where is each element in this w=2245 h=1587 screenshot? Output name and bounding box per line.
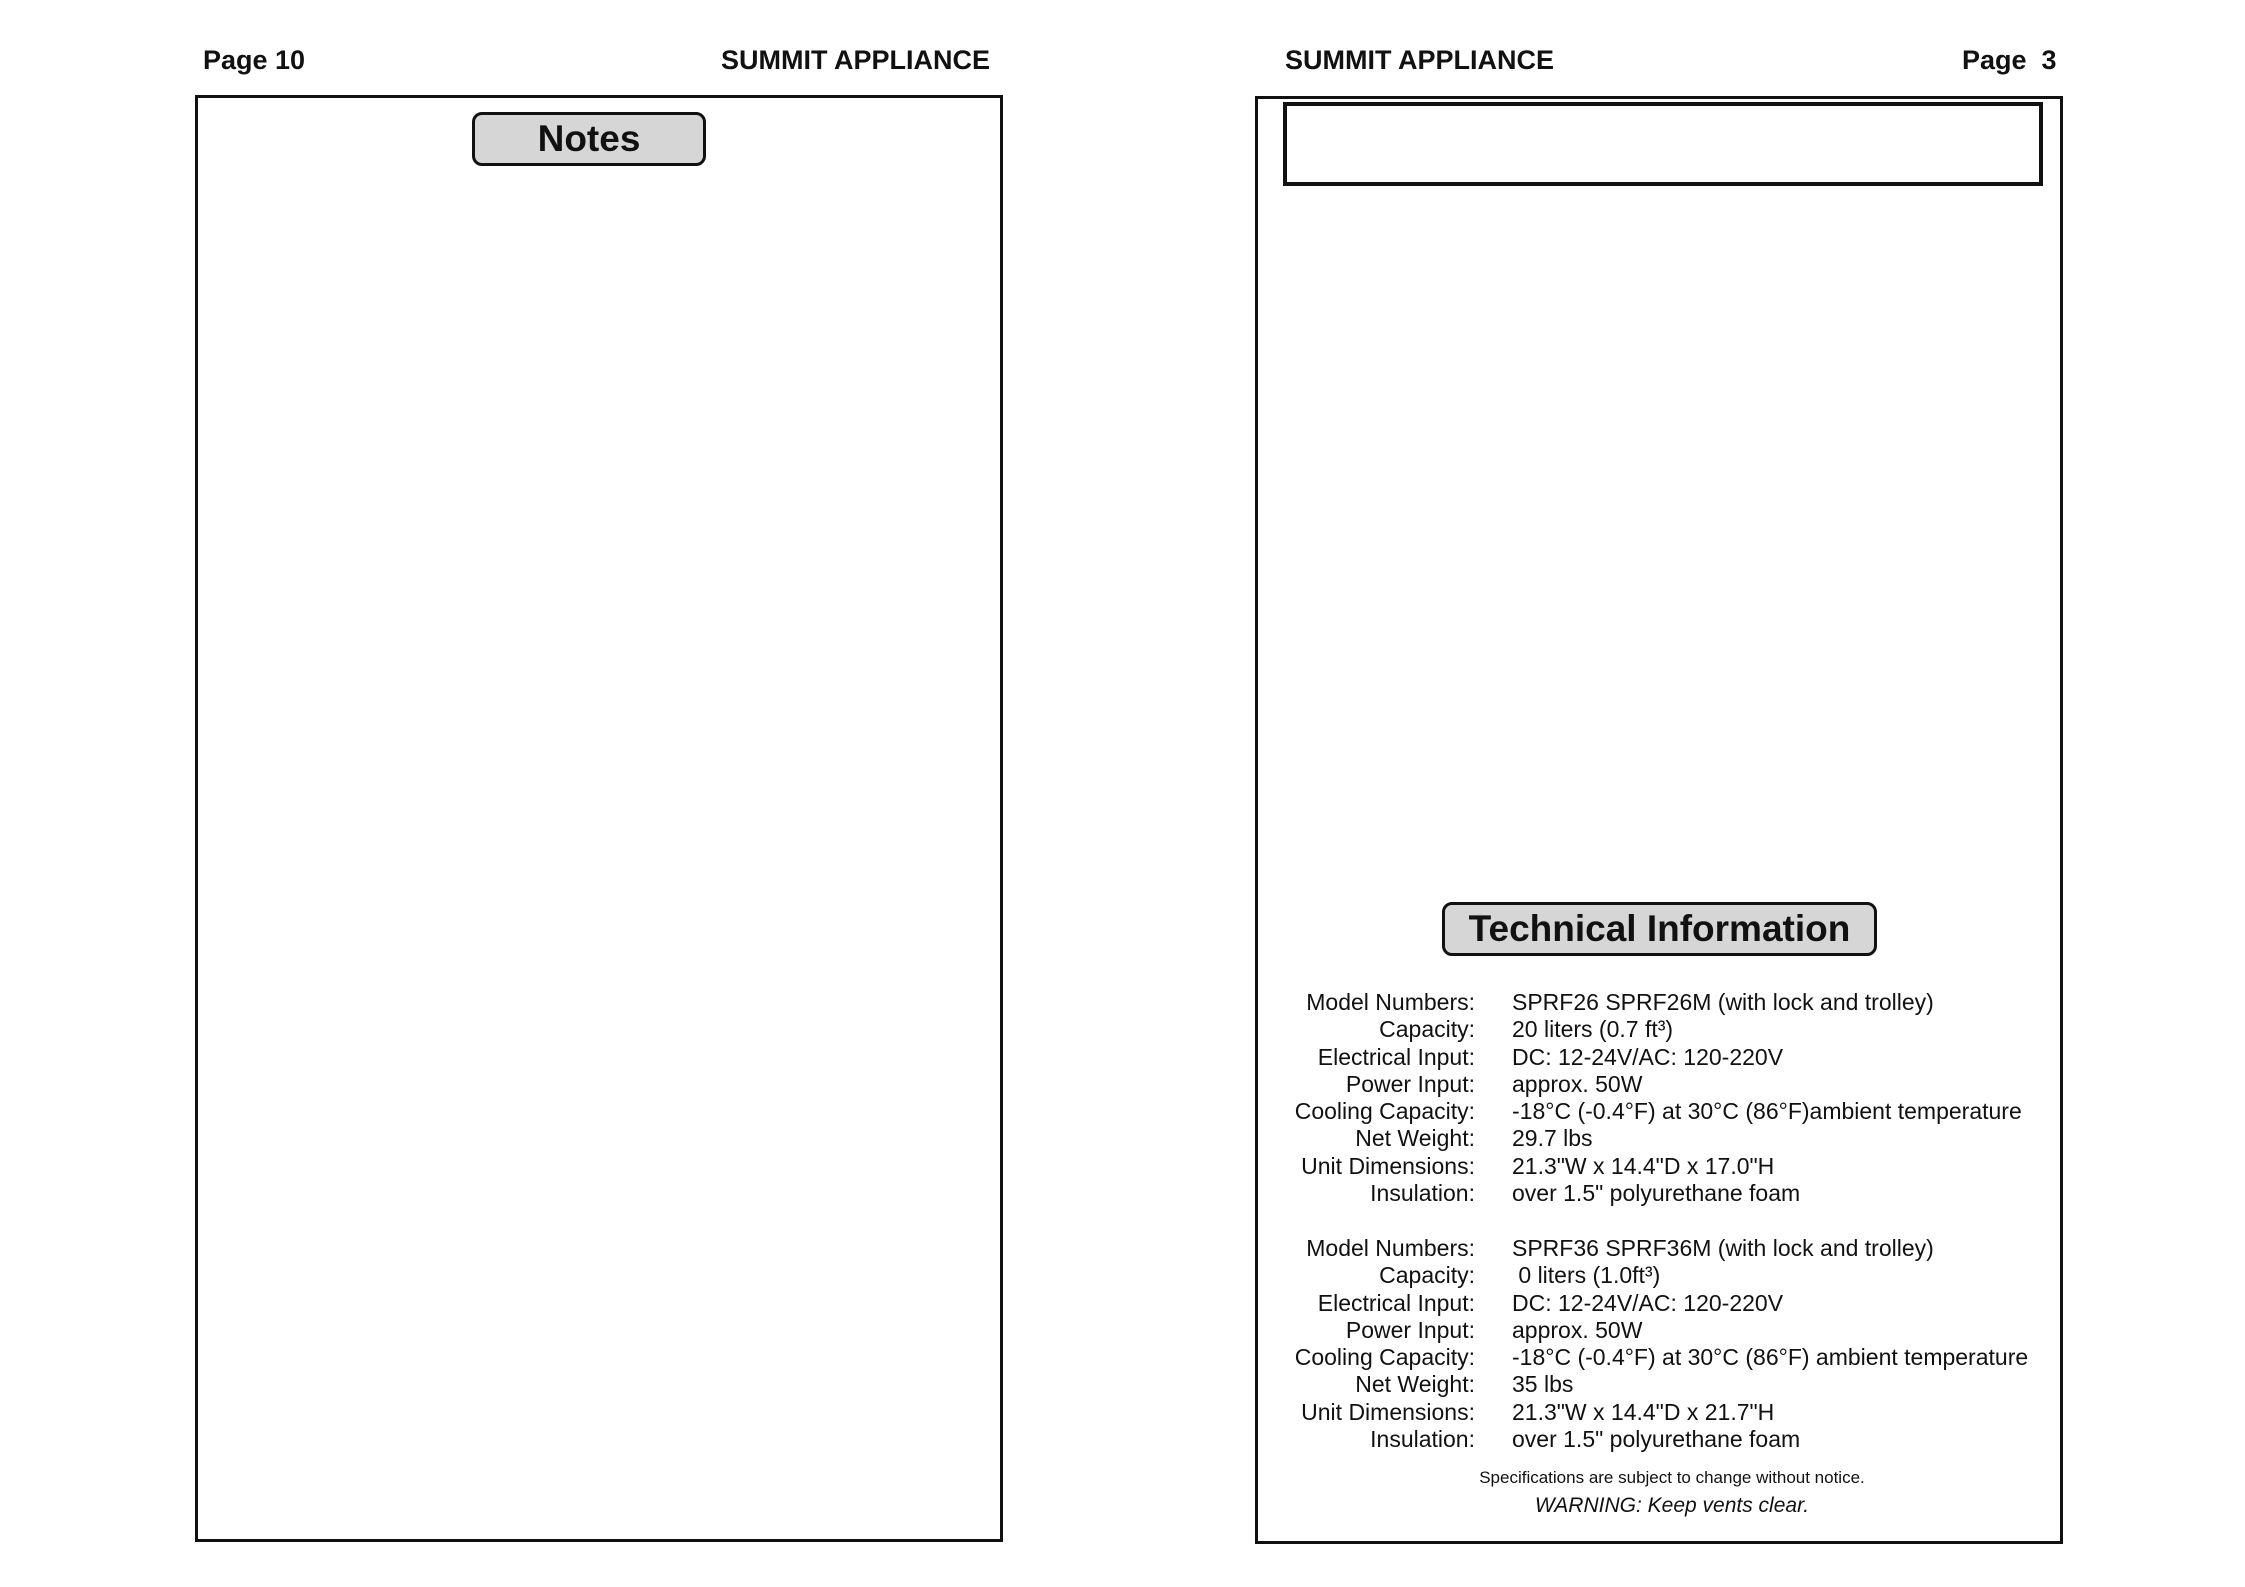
spec-value: 20 liters (0.7 ft³) bbox=[1512, 1016, 1674, 1043]
notes-page-frame bbox=[195, 95, 1003, 1542]
spec-label: Power Input: bbox=[1345, 1070, 1475, 1097]
spec-row bbox=[1282, 1317, 2062, 1344]
spec-row bbox=[1282, 1016, 2062, 1043]
spec-value: DC: 12-24V/AC: 120-220V bbox=[1512, 1289, 1784, 1316]
spec-row bbox=[1282, 989, 2062, 1016]
spec-row bbox=[1282, 1098, 2062, 1125]
spec-value: SPRF36 SPRF36M (with lock and trolley) bbox=[1512, 1235, 1934, 1261]
spec-group-2 bbox=[1282, 1235, 2062, 1453]
spec-row bbox=[1282, 1125, 2062, 1152]
spec-label: Insulation: bbox=[1370, 1426, 1475, 1453]
notes-heading: Notes bbox=[472, 112, 706, 166]
spec-row bbox=[1282, 1235, 2062, 1262]
spec-value: 21.3"W x 14.4"D x 17.0"H bbox=[1512, 1152, 1775, 1179]
spec-value: approx. 50W bbox=[1512, 1070, 1643, 1097]
spec-label: Unit Dimensions: bbox=[1301, 1152, 1475, 1179]
spec-label: Model Numbers: bbox=[1306, 989, 1475, 1015]
spec-row bbox=[1282, 1290, 2062, 1317]
spec-group-1 bbox=[1282, 989, 2062, 1207]
left-page-brand: SUMMIT APPLIANCE bbox=[721, 45, 990, 75]
spec-label: Insulation: bbox=[1370, 1180, 1475, 1207]
spec-row bbox=[1282, 1371, 2062, 1398]
left-page-number: Page 10 bbox=[203, 45, 306, 75]
image-placeholder-box bbox=[1283, 102, 2043, 186]
spec-row bbox=[1282, 1044, 2062, 1071]
spec-value: 29.7 lbs bbox=[1512, 1125, 1593, 1152]
spec-value: 35 lbs bbox=[1512, 1371, 1574, 1398]
spec-label: Cooling Capacity: bbox=[1294, 1344, 1475, 1371]
spec-label: Capacity: bbox=[1379, 1016, 1475, 1043]
warning-text: WARNING: Keep vents clear. bbox=[1534, 1494, 1810, 1517]
spec-row bbox=[1282, 1426, 2062, 1453]
right-page-number: Page 3 bbox=[1962, 45, 2057, 75]
specifications-footnote: Specifications are subject to change without notice. bbox=[1479, 1468, 1865, 1487]
spec-label: Electrical Input: bbox=[1317, 1043, 1475, 1070]
spec-label: Net Weight: bbox=[1355, 1125, 1475, 1152]
spec-value: 0 liters (1.0ft³) bbox=[1512, 1262, 1661, 1289]
spec-value: DC: 12-24V/AC: 120-220V bbox=[1512, 1043, 1784, 1070]
spec-value: -18°C (-0.4°F) at 30°C (86°F) ambient temperature bbox=[1512, 1344, 2029, 1371]
spec-row bbox=[1282, 1153, 2062, 1180]
spec-label: Electrical Input: bbox=[1317, 1289, 1475, 1316]
right-page-brand: SUMMIT APPLIANCE bbox=[1285, 45, 1554, 75]
spec-label: Power Input: bbox=[1345, 1316, 1475, 1343]
spec-value: -18°C (-0.4°F) at 30°C (86°F)ambient temperature bbox=[1512, 1098, 2022, 1125]
spec-value: over 1.5" polyurethane foam bbox=[1512, 1426, 1801, 1453]
technical-information-heading: Technical Information bbox=[1442, 902, 1877, 956]
spec-row bbox=[1282, 1399, 2062, 1426]
spec-value: over 1.5" polyurethane foam bbox=[1512, 1180, 1801, 1207]
spec-value: approx. 50W bbox=[1512, 1316, 1643, 1343]
spec-label: Capacity: bbox=[1379, 1262, 1475, 1289]
spec-label: Cooling Capacity: bbox=[1294, 1098, 1475, 1125]
spec-label: Model Numbers: bbox=[1306, 1235, 1475, 1261]
spec-label: Unit Dimensions: bbox=[1301, 1398, 1475, 1425]
spec-row bbox=[1282, 1344, 2062, 1371]
spec-row bbox=[1282, 1180, 2062, 1207]
spec-row bbox=[1282, 1071, 2062, 1098]
spec-row bbox=[1282, 1262, 2062, 1289]
spec-label: Net Weight: bbox=[1355, 1371, 1475, 1398]
spec-value: SPRF26 SPRF26M (with lock and trolley) bbox=[1512, 989, 1934, 1015]
spec-value: 21.3"W x 14.4"D x 21.7"H bbox=[1512, 1398, 1775, 1425]
